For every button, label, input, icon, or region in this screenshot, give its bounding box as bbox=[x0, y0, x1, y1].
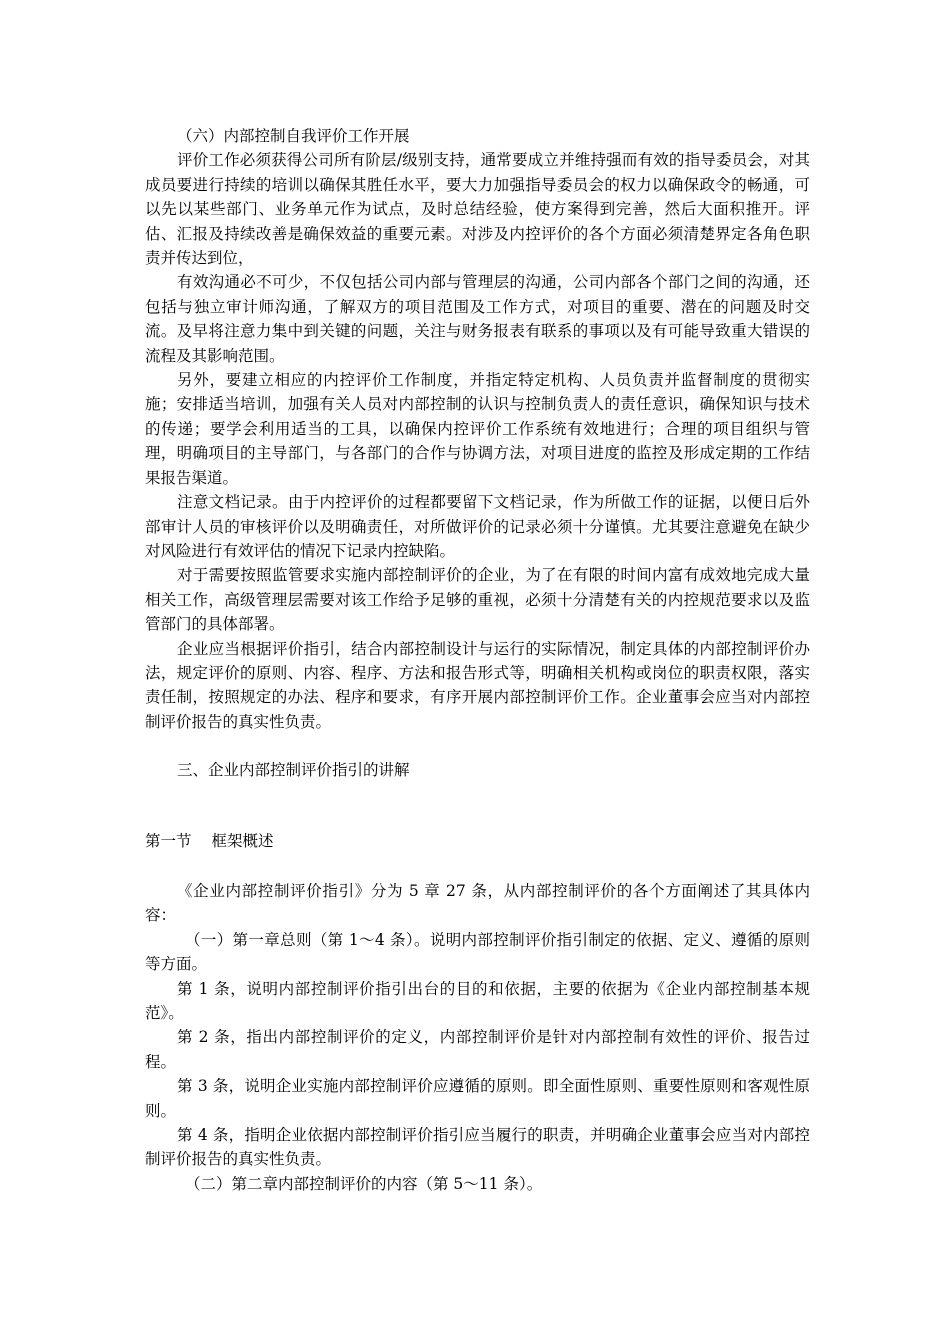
chapter-heading bbox=[145, 829, 810, 853]
article-paragraph: 第 2 条，指出内部控制评价的定义，内部控制评价是针对内部控制有效性的评价、报告过程。 bbox=[145, 1028, 810, 1071]
paragraph: 有效沟通必不可少，不仅包括公司内部与管理层的沟通，公司内部各个部门之间的沟通，还包括与独立审计师沟通，了解双方的项目范围及工作方式，对项目的重要、潜在的问题及时交流。及早将注意力集中到关键的问题，关注与财务报表有联系的事项以及有可能导致重大错误的流程及其影响范围。 bbox=[145, 273, 810, 365]
spacer bbox=[145, 783, 810, 829]
article-paragraph: 第 3 条，说明企业实施内部控制评价应遵循的原则。即全面性原则、重要性原则和客观性原则。 bbox=[145, 1077, 810, 1120]
paragraph: 企业应当根据评价指引，结合内部控制设计与运行的实际情况，制定具体的内部控制评价办法，规定评价的原则、内容、程序、方法和报告形式等，明确相关机构或岗位的职责权限，落实责任制，按照规定的办法、程序和要求，有序开展内部控制评价工作。企业董事会应当对内部控制评价报告的真实性负责。 bbox=[145, 639, 810, 731]
spacer bbox=[145, 853, 810, 879]
document-page bbox=[145, 124, 810, 1196]
paragraph: 注意文档记录。由于内控评价的过程都要留下文档记录，作为所做工作的证据，以便日后外部审计人员的审核评价以及明确责任，对所做评价的记录必须十分谨慎。尤其要注意避免在缺少对风险进行有效评估的情况下记录内控缺陷。 bbox=[145, 493, 810, 560]
article-list bbox=[145, 879, 810, 1196]
part-heading: 三、企业内部控制评价指引的讲解 bbox=[177, 761, 410, 780]
article-paragraph: （一）第一章总则（第 1～4 条）。说明内部控制评价指引制定的依据、定义、遵循的原则等方面。 bbox=[145, 930, 810, 974]
chapter-section-number: 第一节 bbox=[145, 831, 192, 850]
paragraph: 评价工作必须获得公司所有阶层/级别支持，通常要成立并维持强而有效的指导委员会，对其成员要进行持续的培训以确保其胜任水平，要大力加强指导委员会的权力以确保政令的畅通，可以先以某些部门、业务单元作为试点，及时总结经验，使方案得到完善，然后大面积推开。评估、汇报及持续改善是确保效益的重要元素。对涉及内控评价的各个方面必须清楚界定各角色职责并传达到位， bbox=[145, 151, 810, 268]
section-heading: （六）内部控制自我评价工作开展 bbox=[177, 127, 410, 145]
paragraph: 对于需要按照监管要求实施内部控制评价的企业，为了在有限的时间内富有成效地完成大量相关工作，高级管理层需要对该工作给予足够的重视，必须十分清楚有关的内控规范要求以及监管部门的具体部署。 bbox=[145, 566, 810, 634]
chapter-title: 框架概述 bbox=[211, 831, 274, 850]
spacer bbox=[145, 734, 810, 758]
article-paragraph: （二）第二章内部控制评价的内容（第 5～11 条）。 bbox=[185, 1174, 543, 1193]
paragraph: 另外，要建立相应的内控评价工作制度，并指定特定机构、人员负责并监督制度的贯彻实施；安排适当培训，加强有关人员对内部控制的认识与控制负责人的责任意识，确保知识与技术的传递；要学会利用适当的工具，以确保内控评价工作系统有效地进行；合理的项目组织与管理，明确项目的主导部门，与各部门的合作与协调方法，对项目进度的监控及形成定期的工作结果报告渠道。 bbox=[145, 371, 810, 487]
article-paragraph: 《企业内部控制评价指引》分为 5 章 27 条，从内部控制评价的各个方面阐述了其具体内容： bbox=[145, 881, 810, 925]
article-paragraph: 第 4 条，指明企业依据内部控制评价指引应当履行的职责，并明确企业董事会应当对内部控制评价报告的真实性负责。 bbox=[145, 1126, 810, 1169]
article-paragraph: 第 1 条，说明内部控制评价指引出台的目的和依据，主要的依据为《企业内部控制基本规范》。 bbox=[145, 979, 810, 1022]
